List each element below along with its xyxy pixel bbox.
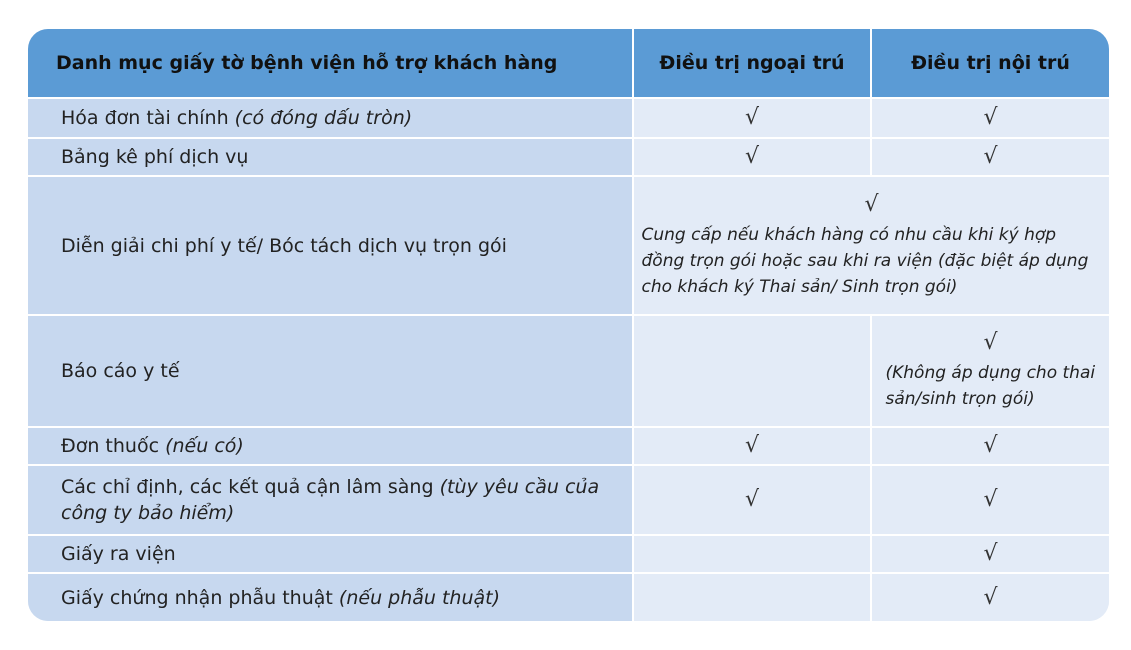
inpatient-cell	[872, 536, 1109, 574]
table-grid	[28, 29, 1109, 621]
row-label-note: (nếu có)	[165, 435, 244, 457]
header-outpatient	[634, 29, 872, 99]
row-label-cell	[28, 316, 634, 428]
row-label	[61, 433, 244, 459]
check-icon: √	[983, 105, 998, 130]
check-icon: √	[983, 487, 998, 512]
row-label-cell	[28, 536, 634, 574]
inpatient-cell	[872, 428, 1109, 466]
row-label-text: Các chỉ định, các kết quả cận lâm sàng	[61, 476, 434, 498]
row-label	[61, 585, 500, 611]
row-label-cell	[28, 177, 634, 316]
row-label-note: (có đóng dấu tròn)	[234, 107, 413, 129]
outpatient-cell	[634, 574, 872, 621]
row-label-cell	[28, 428, 634, 466]
outpatient-cell	[634, 139, 872, 177]
row-label-text: Bảng kê phí dịch vụ	[61, 146, 249, 168]
merged-note: Cung cấp nếu khách hàng có nhu cầu khi ký hợp đồng trọn gói hoặc sau khi ra viện (đặc biệt áp dụng cho khách ký Thai sản/ Sinh trọn gói)	[641, 224, 1089, 297]
header-inpatient-label: Điều trị nội trú	[911, 52, 1070, 74]
check-icon: √	[864, 191, 879, 217]
check-icon: √	[744, 105, 760, 130]
row-label-text: Đơn thuốc	[61, 435, 160, 457]
inpatient-cell	[872, 574, 1109, 621]
row-label-text: Diễn giải chi phí y tế/ Bóc tách dịch vụ trọn gói	[61, 234, 507, 257]
inpatient-cell	[872, 316, 1109, 428]
row-label-cell	[28, 466, 634, 536]
row-label-note: (tùy yêu cầu của công ty bảo hiểm)	[61, 476, 600, 524]
merged-cell	[634, 177, 1109, 316]
check-icon: √	[744, 487, 760, 512]
row-label-text: Giấy ra viện	[61, 543, 176, 565]
row-label-text: Báo cáo y tế	[61, 360, 180, 382]
check-icon: √	[983, 541, 998, 566]
header-category	[28, 29, 634, 99]
inpatient-cell	[872, 139, 1109, 177]
row-label-note: (nếu phẫu thuật)	[338, 586, 501, 609]
documents-table	[28, 29, 1109, 621]
row-label-text: Giấy chứng nhận phẫu thuật	[61, 586, 333, 609]
check-icon: √	[744, 144, 760, 169]
header-outpatient-label: Điều trị ngoại trú	[659, 52, 845, 74]
inpatient-note: (Không áp dụng cho thai sản/sinh trọn gói)	[885, 363, 1096, 409]
row-label	[61, 105, 412, 131]
outpatient-cell	[634, 466, 872, 536]
row-label-text: Hóa đơn tài chính	[61, 107, 229, 129]
outpatient-cell	[634, 316, 872, 428]
check-icon: √	[983, 144, 998, 169]
outpatient-cell	[634, 99, 872, 139]
inpatient-cell	[872, 466, 1109, 536]
outpatient-cell	[634, 428, 872, 466]
row-label-cell	[28, 99, 634, 139]
row-label-cell	[28, 574, 634, 621]
check-icon: √	[744, 433, 760, 458]
header-inpatient	[872, 29, 1109, 99]
row-label-cell	[28, 139, 634, 177]
outpatient-cell	[634, 536, 872, 574]
header-category-label: Danh mục giấy tờ bệnh viện hỗ trợ khách hàng	[56, 52, 558, 74]
row-label	[61, 474, 618, 526]
check-icon: √	[983, 584, 998, 610]
check-icon: √	[983, 330, 998, 355]
check-icon: √	[983, 433, 998, 458]
inpatient-cell	[872, 99, 1109, 139]
